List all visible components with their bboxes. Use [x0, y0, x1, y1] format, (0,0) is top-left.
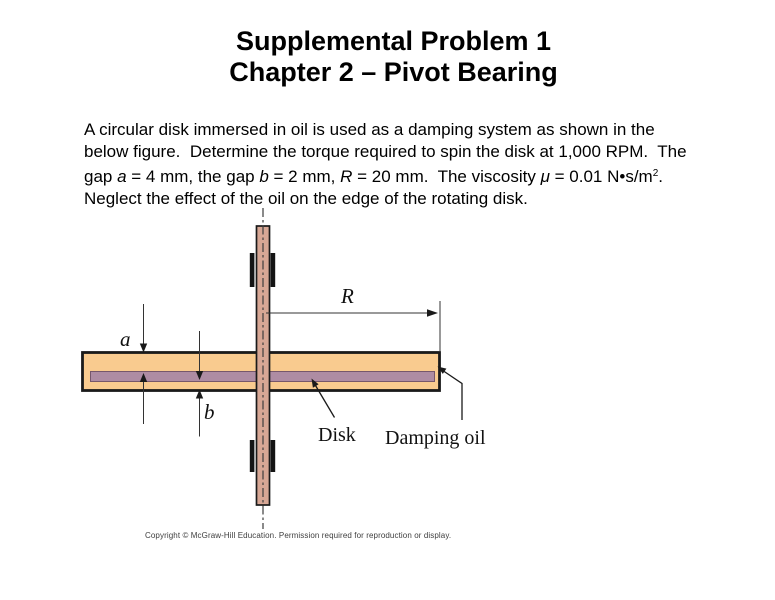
text-run: = 2 mm, [268, 167, 341, 186]
variable-R: R [340, 167, 353, 186]
lower-bearing-left [250, 440, 255, 472]
title-line-2: Chapter 2 – Pivot Bearing [229, 57, 558, 87]
disk-label: Disk [318, 424, 356, 446]
lower-bearing-right [271, 440, 276, 472]
radius-arrowhead [427, 309, 438, 317]
title-line-1: Supplemental Problem 1 [235, 26, 552, 56]
text-run: = 20 mm. The viscosity [352, 167, 541, 186]
problem-line-4: Neglect the effect of the oil on the edge of the rotating disk. [84, 189, 528, 208]
damping-oil-label: Damping oil [385, 427, 486, 449]
problem-line-2: below figure. Determine the torque required to spin the disk at 1,000 RPM. The [84, 142, 687, 161]
upper-bearing-right [271, 253, 276, 287]
copyright-notice: Copyright © McGraw-Hill Education. Permission required for reproduction or display. [145, 531, 452, 540]
text-run: = 0.01 N•s/m [549, 167, 653, 186]
gap-a-label: a [120, 327, 131, 351]
text-run: gap [84, 167, 118, 186]
gap-b-label: b [204, 400, 215, 424]
damping-oil-leader-line [444, 371, 463, 420]
variable-mu: μ [540, 167, 550, 186]
problem-line-1: A circular disk immersed in oil is used as a damping system as shown in the [84, 120, 655, 139]
text-run: . [658, 167, 663, 186]
variable-a: a [117, 167, 127, 186]
superscript-2: 2 [652, 168, 659, 179]
radius-label: R [341, 284, 354, 308]
text-run: = 4 mm, the gap [126, 167, 260, 186]
upper-bearing-left [250, 253, 255, 287]
variable-b: b [259, 167, 269, 186]
